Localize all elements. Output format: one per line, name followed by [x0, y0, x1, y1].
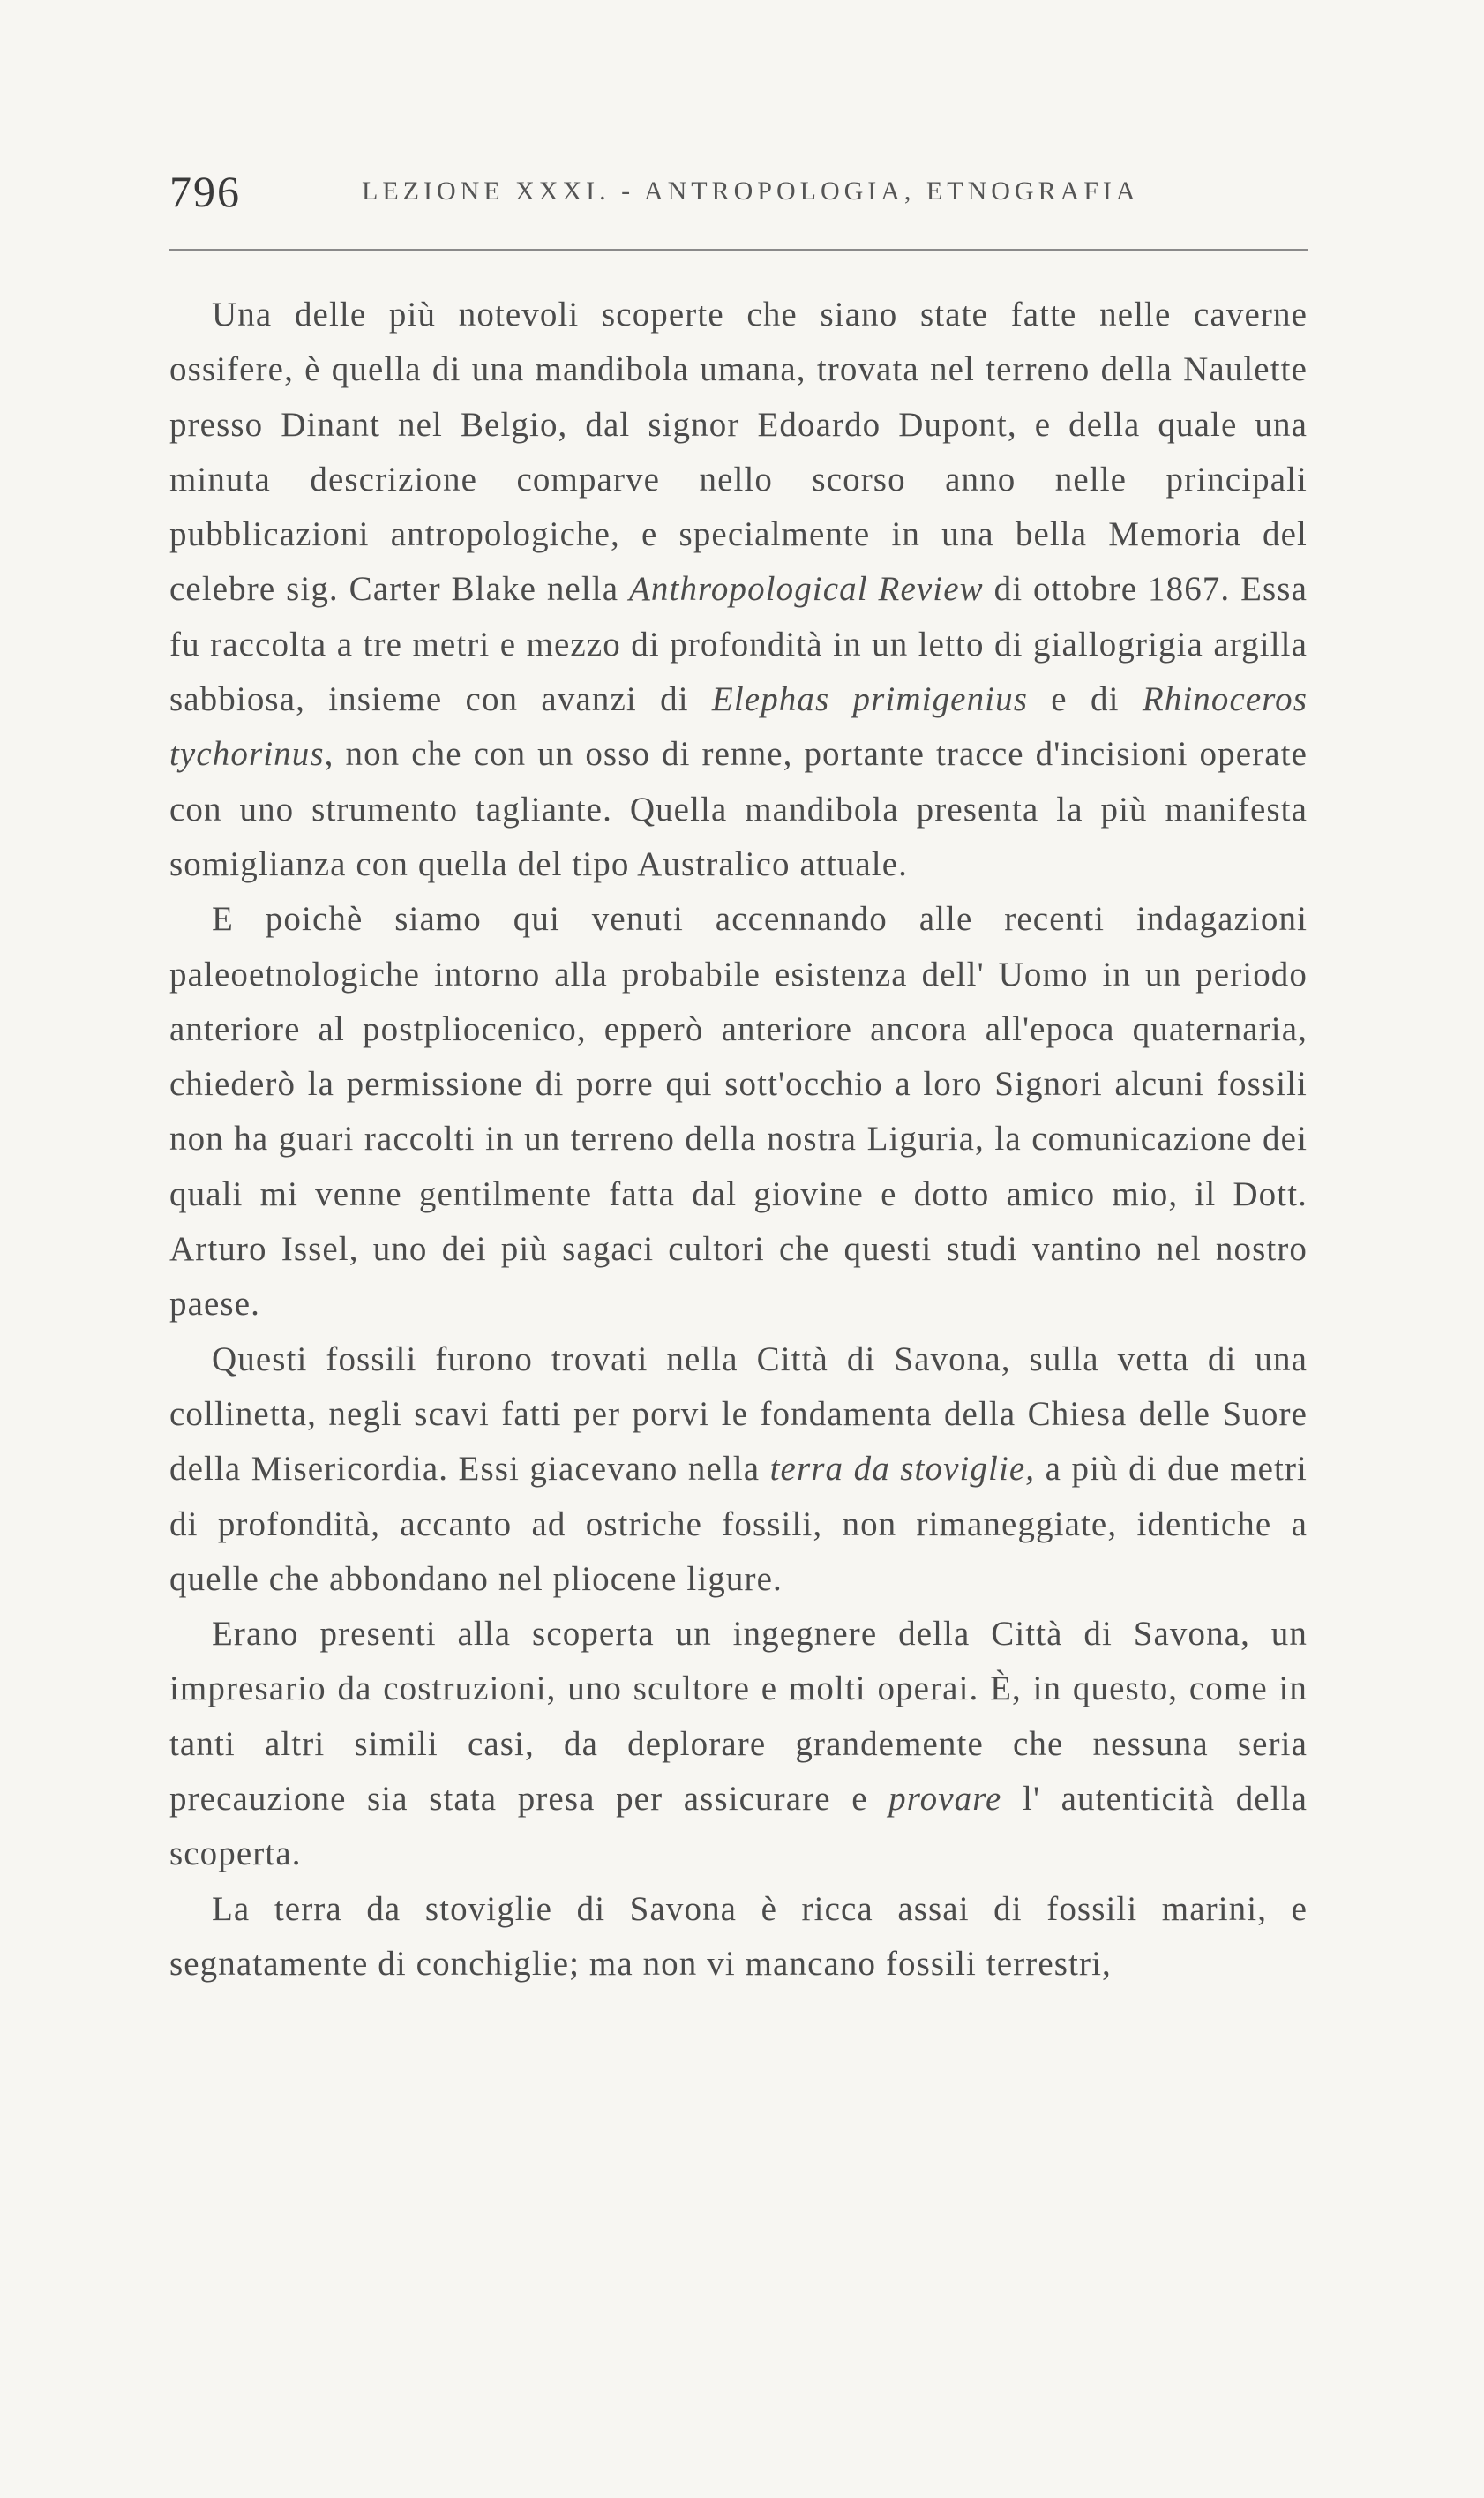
- italic-species: Rhinoceros tychorinus: [169, 680, 1308, 774]
- italic-term: terra da stoviglie,: [769, 1450, 1036, 1489]
- text-run: Una delle più notevoli scoperte che siano state fatte nelle caverne ossifere, è quella di una mandibola umana, trovata nel terreno della Naulette presso Dinant nel Belgio, dal signor Edoardo Dupont, e della quale una minuta descrizione comparve nello scorso anno nelle principali pubblicazioni antropologiche, e specialmente in una bella Memoria del celebre sig. Carter Blake nella: [169, 296, 1308, 609]
- text-run: e di: [1028, 680, 1143, 719]
- paragraph-2: [169, 892, 1308, 1332]
- italic-term: provare: [888, 1780, 1002, 1819]
- header-rule: [169, 249, 1308, 251]
- text-run: l' autenticità della scoperta.: [169, 1780, 1308, 1873]
- running-title: LEZIONE XXXI. - ANTROPOLOGIA, ETNOGRAFIA: [362, 176, 1140, 206]
- page-number: 796: [169, 167, 241, 216]
- text-run: di ottobre 1867. Essa fu raccolta a tre metri e mezzo di profondità in un letto di giallogrigia argilla sabbiosa, insieme con avanzi di: [169, 570, 1308, 719]
- text-run: Erano presenti alla scoperta un ingegnere della Città di Savona, un impresario da costruzioni, uno scultore e molti operai. È, in questo, come in tanti altri simili casi, da deplorare grandemente che nessuna seria precauzione sia stata presa per assicurare e: [169, 1615, 1308, 1819]
- text-run: , non che con un osso di renne, portante tracce d'incisioni operate con uno strumento tagliante. Quella mandibola presenta la più manifesta somiglianza con quella del tipo Australico attuale.: [169, 735, 1308, 883]
- paragraph-4: [169, 1607, 1308, 1881]
- italic-species: Elephas primigenius: [711, 680, 1028, 719]
- paragraph-3: [169, 1332, 1308, 1607]
- paragraph-5: [169, 1882, 1308, 1992]
- paragraph-1: [169, 288, 1308, 892]
- text-run: a più di due metri di profondità, accanto ad ostriche fossili, non rimaneggiate, identiche a quelle che abbondano nel pliocene ligure.: [169, 1450, 1308, 1598]
- text-run: Questi fossili furono trovati nella Città di Savona, sulla vetta di una collinetta, negli scavi fatti per porvi le fondamenta della Chiesa delle Suore della Misericordia. Essi giacevano nella: [169, 1339, 1308, 1489]
- body-text: [169, 288, 1308, 1992]
- page-header: [169, 166, 1308, 219]
- text-run: La terra da stoviglie di Savona è ricca assai di fossili marini, e segnatamente di conchiglie; ma non vi mancano fossili terrestri,: [169, 1889, 1308, 1983]
- text-run: E poichè siamo qui venuti accennando alle recenti indagazioni paleoetnologiche intorno alla probabile esistenza dell' Uomo in un periodo anteriore al postpliocenico, epperò anteriore ancora all'epoca quaternaria, chiederò la permissione di porre qui sott'occhio a loro Signori alcuni fossili non ha guari raccolti in un terreno della nostra Liguria, la comunicazione dei quali mi venne gentilmente fatta dal giovine e dotto amico mio, il Dott. Arturo Issel, uno dei più sagaci cultori che questi studi vantino nel nostro paese.: [169, 900, 1308, 1324]
- italic-title: Anthropological Review: [628, 570, 984, 609]
